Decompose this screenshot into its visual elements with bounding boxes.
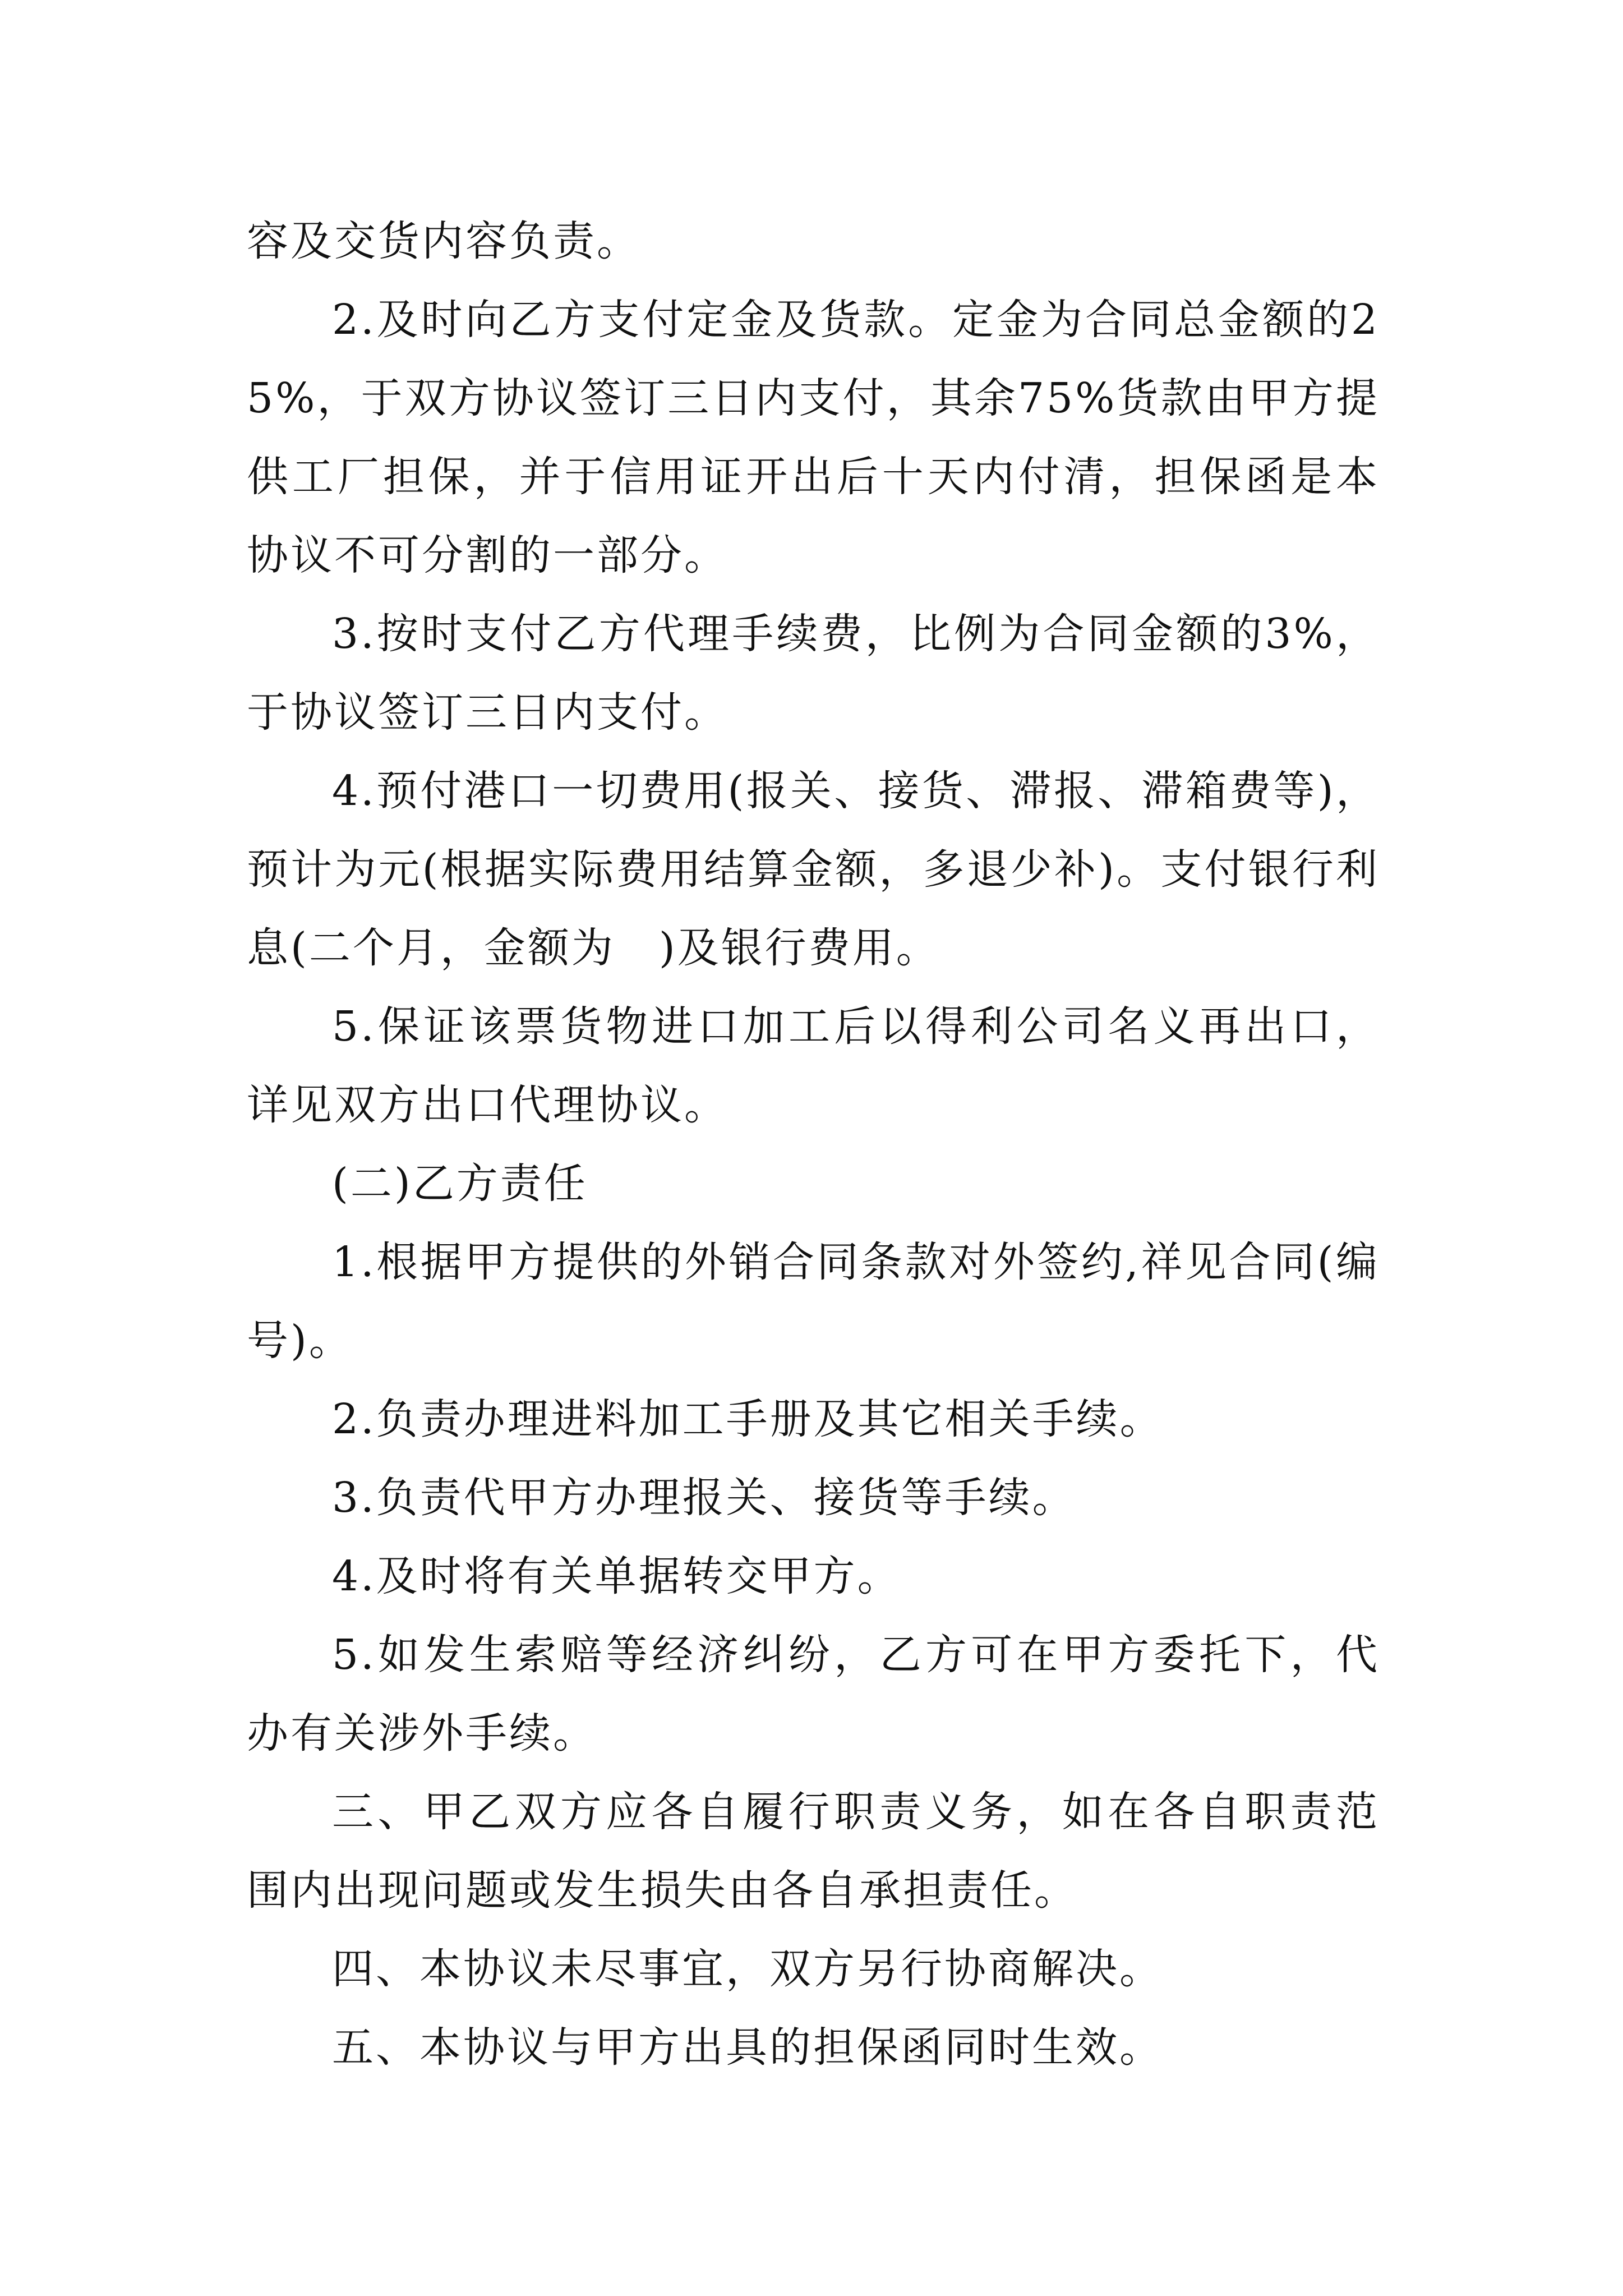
paragraph-party-a-item-3: 3.按时支付乙方代理手续费，比例为合同金额的3%，于协议签订三日内支付。	[247, 610, 1380, 737]
paragraph-party-b-item-3: 3.负责代甲方办理报关、接货等手续。	[332, 1474, 1076, 1522]
paragraph-party-a-item-2: 2.及时向乙方支付定金及货款。定金为合同总金额的25%，于双方协议签订三日内支付，其余75%货款由甲方提供工厂担保，并于信用证开出后十天内付清，担保函是本协议不可分割的一部分。	[247, 296, 1380, 579]
document-body	[247, 202, 1380, 2087]
paragraph-party-b-item-2: 2.负责办理进料加工手册及其它相关手续。	[332, 1395, 1164, 1443]
paragraph-party-b-item-4: 4.及时将有关单据转交甲方。	[332, 1552, 901, 1600]
section-heading-party-b: (二)乙方责任	[332, 1159, 588, 1208]
paragraph-clause-4: 四、本协议未尽事宜，双方另行协商解决。	[332, 1945, 1163, 1993]
paragraph-continuation: 容及交货内容负责。	[247, 217, 640, 265]
paragraph-clause-5: 五、本协议与甲方出具的担保函同时生效。	[332, 2023, 1163, 2072]
paragraph-party-a-item-5: 5.保证该票货物进口加工后以得利公司名义再出口，详见双方出口代理协议。	[247, 1002, 1380, 1129]
paragraph-party-b-item-1: 1.根据甲方提供的外销合同条款对外签约,祥见合同(编号)。	[247, 1238, 1380, 1365]
paragraph-party-b-item-5: 5.如发生索赔等经济纠纷，乙方可在甲方委托下，代办有关涉外手续。	[247, 1631, 1380, 1757]
paragraph-party-a-item-4: 4.预付港口一切费用(报关、接货、滞报、滞箱费等)，预计为元(根据实际费用结算金额，多退少补)。支付银行利息(二个月，金额为 )及银行费用。	[247, 767, 1380, 972]
paragraph-clause-3: 三、甲乙双方应各自履行职责义务，如在各自职责范围内出现问题或发生损失由各自承担责任。	[247, 1788, 1380, 1915]
